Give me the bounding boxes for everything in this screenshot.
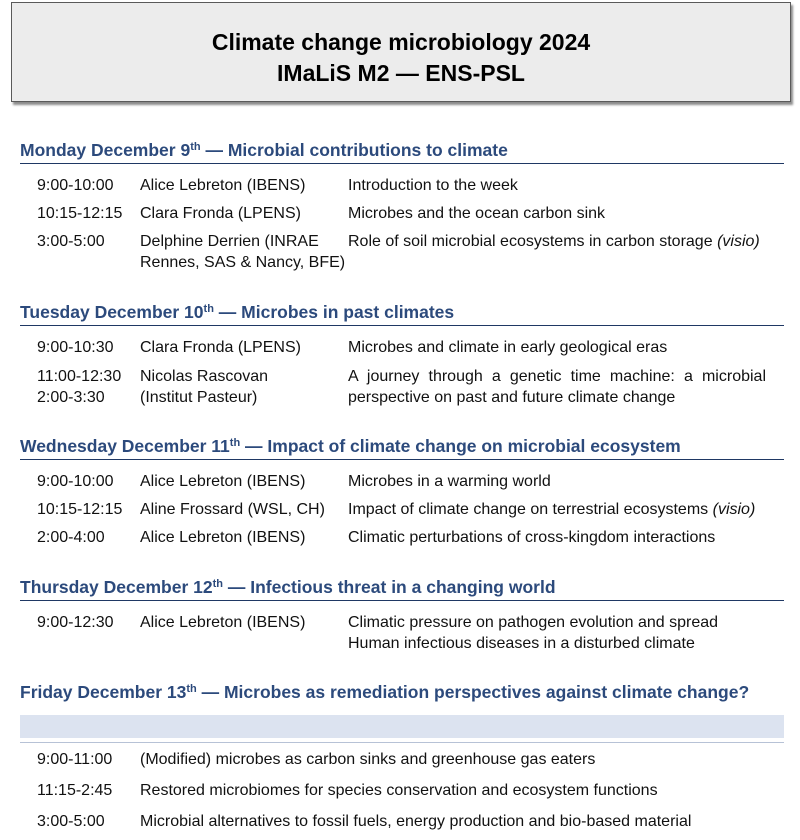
session-time: 10:15-12:15 bbox=[37, 501, 123, 518]
session-speaker: Clara Fronda (LPENS) bbox=[140, 205, 301, 222]
day-theme: — Microbes in past climates bbox=[213, 302, 455, 322]
day-heading-monday bbox=[20, 139, 784, 164]
session-speaker: Clara Fronda (LPENS) bbox=[140, 339, 301, 356]
day-ordinal: th bbox=[203, 303, 214, 315]
divider bbox=[20, 742, 784, 743]
day-heading-tuesday bbox=[20, 301, 784, 326]
title-box bbox=[11, 2, 791, 102]
day-heading-friday bbox=[20, 681, 784, 705]
time-line: 2:00-3:30 bbox=[37, 389, 105, 406]
session-speaker: Aline Frossard (WSL, CH) bbox=[140, 501, 325, 518]
session-topic: Climatic perturbations of cross-kingdom interactions bbox=[348, 529, 716, 546]
speaker-line: Delphine Derrien (INRAE bbox=[140, 233, 319, 250]
session-time: 9:00-12:30 bbox=[37, 614, 114, 631]
day-ordinal: th bbox=[229, 437, 241, 449]
day-label: Wednesday December 11 bbox=[20, 436, 230, 456]
day-ordinal: th bbox=[186, 683, 197, 695]
session-time: 10:15-12:15 bbox=[37, 205, 123, 222]
session-topic: Introduction to the week bbox=[348, 177, 518, 194]
speaker-line: (Institut Pasteur) bbox=[140, 389, 258, 406]
session-topic bbox=[348, 231, 766, 252]
speaker-line: Rennes, SAS & Nancy, BFE) bbox=[140, 254, 346, 271]
session-time: 9:00-11:00 bbox=[37, 751, 113, 768]
session-time bbox=[37, 366, 121, 408]
session-speaker: Alice Lebreton (IBENS) bbox=[140, 529, 306, 546]
day-heading-wednesday bbox=[20, 435, 784, 460]
speaker-line: Nicolas Rascovan bbox=[140, 368, 269, 385]
page-title: Climate change microbiology 2024 bbox=[211, 29, 591, 55]
visio-note: (visio) bbox=[712, 501, 756, 518]
session-topic: (Modified) microbes as carbon sinks and greenhouse gas eaters bbox=[140, 751, 596, 768]
session-topic bbox=[348, 612, 766, 654]
topic-text: Impact of climate change on terrestrial ecosystems bbox=[348, 501, 709, 518]
session-topic: Restored microbiomes for species conservation and ecosystem functions bbox=[140, 782, 658, 799]
day-label: Friday December 13 bbox=[20, 682, 187, 702]
topic-line: perspective on past and future climate change bbox=[348, 389, 676, 406]
day-theme: — Impact of climate change on microbial ecosystem bbox=[240, 436, 681, 456]
session-speaker: Alice Lebreton (IBENS) bbox=[140, 614, 306, 631]
day-label: Monday December 9 bbox=[20, 140, 191, 160]
session-topic: Microbes in a warming world bbox=[348, 473, 551, 490]
day-ordinal: th bbox=[212, 578, 223, 590]
day-label: Thursday December 12 bbox=[20, 577, 213, 597]
topic-line: Climatic pressure on pathogen evolution and spread bbox=[348, 614, 719, 631]
session-speaker bbox=[140, 231, 345, 273]
session-speaker bbox=[140, 366, 345, 408]
session-time: 9:00-10:00 bbox=[37, 473, 114, 490]
session-speaker: Alice Lebreton (IBENS) bbox=[140, 473, 306, 490]
day-heading-thursday bbox=[20, 576, 784, 601]
day-theme: — Microbial contributions to climate bbox=[200, 140, 508, 160]
session-topic: Microbes and the ocean carbon sink bbox=[348, 205, 606, 222]
topic-text: Role of soil microbial ecosystems in carbon storage bbox=[348, 233, 713, 250]
session-time: 2:00-4:00 bbox=[37, 529, 105, 546]
topic-line: Human infectious diseases in a disturbed climate bbox=[348, 635, 695, 652]
page-subtitle: IMaLiS M2 — ENS-PSL bbox=[277, 60, 525, 86]
session-time: 9:00-10:00 bbox=[37, 177, 114, 194]
section-band bbox=[20, 715, 784, 738]
visio-note: (visio) bbox=[717, 233, 760, 250]
session-time: 3:00-5:00 bbox=[37, 233, 105, 250]
session-time: 3:00-5:00 bbox=[37, 813, 105, 830]
session-topic: Microbial alternatives to fossil fuels, energy production and bio-based material bbox=[140, 813, 692, 830]
day-theme: — Microbes as remediation perspectives against climate change? bbox=[196, 682, 750, 702]
session-time: 11:15-2:45 bbox=[37, 782, 113, 799]
time-line: 11:00-12:30 bbox=[37, 368, 122, 385]
topic-line: A journey through a genetic time machine: a microbial bbox=[348, 368, 766, 385]
session-topic bbox=[348, 499, 766, 520]
session-speaker: Alice Lebreton (IBENS) bbox=[140, 177, 306, 194]
session-time: 9:00-10:30 bbox=[37, 339, 114, 356]
day-label: Tuesday December 10 bbox=[20, 302, 204, 322]
day-ordinal: th bbox=[190, 141, 201, 153]
session-topic: Microbes and climate in early geological eras bbox=[348, 339, 668, 356]
day-theme: — Infectious threat in a changing world bbox=[222, 577, 556, 597]
session-topic bbox=[348, 366, 766, 408]
